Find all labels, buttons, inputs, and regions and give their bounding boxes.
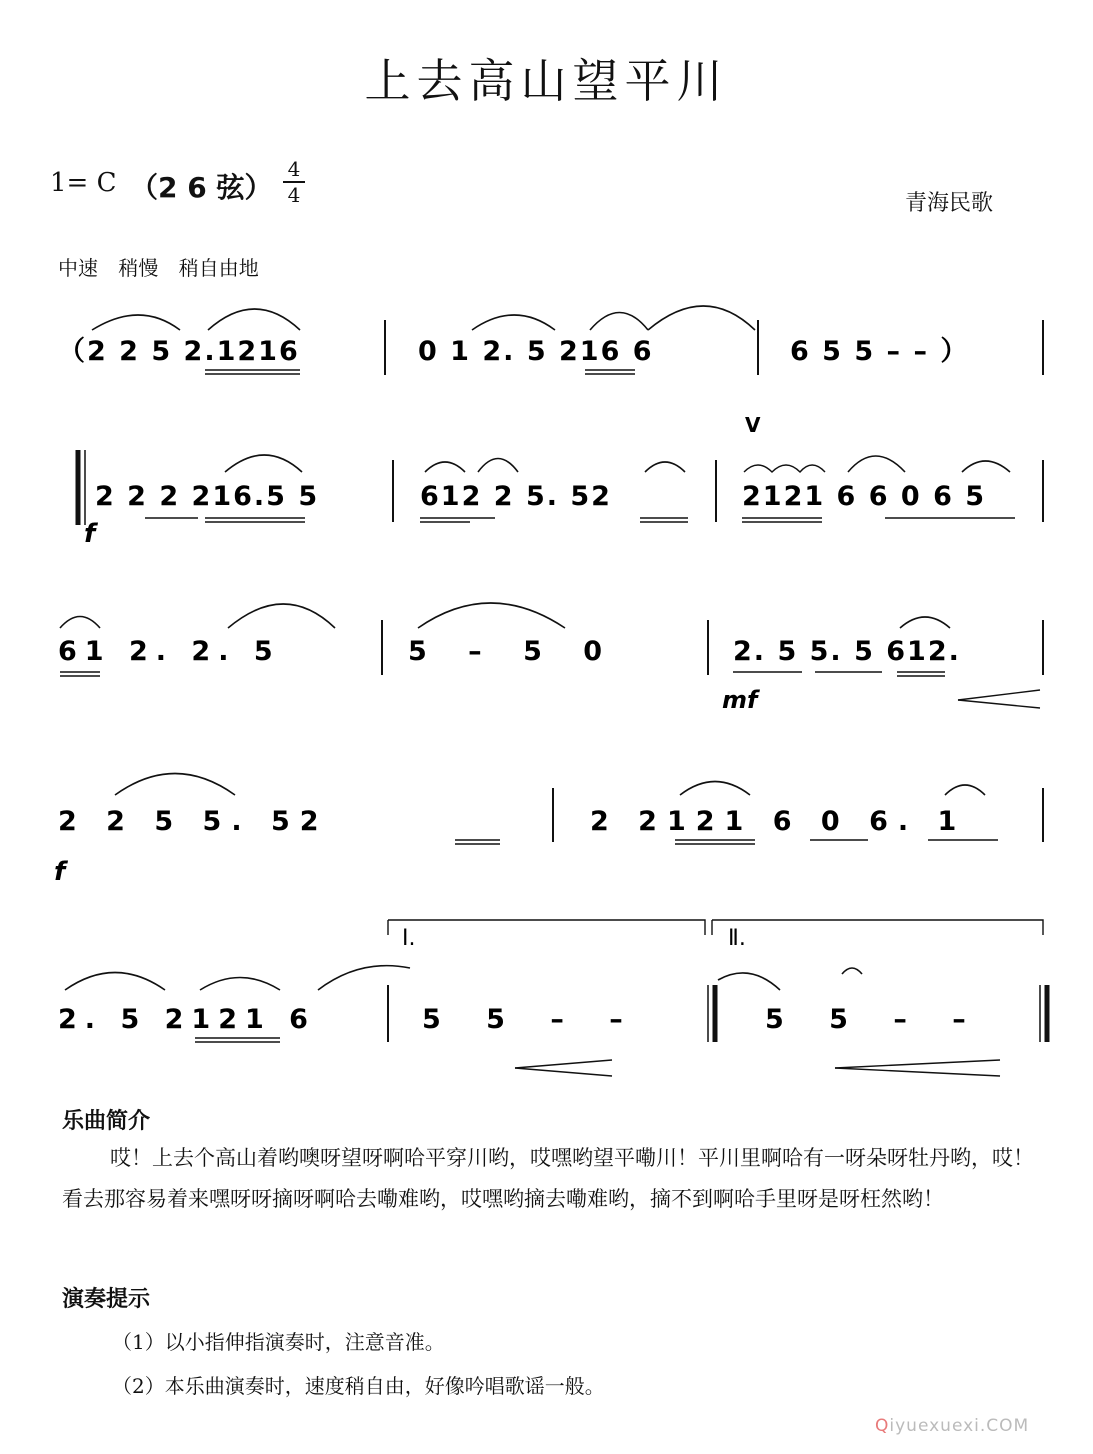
page-title: 上去高山望平川 [364, 54, 729, 108]
measure-1: （2 2 5 2.1216 [58, 336, 300, 367]
bow-up-mark: V [745, 413, 761, 437]
measure-3: 6 5 5 – – ） [790, 336, 970, 367]
measure-12: 2. 5 2121 6 [58, 1004, 316, 1035]
measure-10: 2 2 5 5. 52 [58, 806, 329, 837]
time-signature-bottom: 4 [287, 183, 301, 207]
tip-item-1: （1）以小指伸指演奏时，注意音准。 [112, 1330, 445, 1354]
watermark [875, 1416, 1029, 1436]
measure-7: 61 2. 2. 5 [58, 636, 281, 667]
dynamic-mf: mf [722, 686, 758, 714]
measure-8: 5 – 5 0 [408, 636, 619, 667]
intro-heading: 乐曲简介 [62, 1109, 151, 1134]
string-tuning: （2 6 弦） [130, 171, 273, 204]
volta-1: Ⅰ. [402, 926, 416, 951]
measure-9: 2. 5 5. 5 612. [733, 636, 961, 667]
tempo-marking: 中速 稍慢 稍自由地 [58, 256, 259, 280]
intro-text: 哎！上去个高山着哟噢呀望呀啊哈平穿川哟，哎嘿哟望平嘞川！平川里啊哈有一呀朵呀牡丹哟，哎！看去那容易着来嘿呀呀摘呀啊哈去嘞难哟，哎嘿哟摘去嘞难哟，摘不到啊哈手里呀是呀枉然哟！ [62, 1146, 1034, 1211]
time-signature [283, 158, 305, 206]
measure-6: 2121 6 6 0 6 5 [742, 481, 987, 512]
measure-11: 2 2121 6 0 6. 1 [590, 806, 967, 837]
watermark-rest: iyuexuexi.COM [889, 1416, 1030, 1436]
time-signature-top: 4 [287, 157, 301, 181]
dynamic-f-2: f [54, 857, 66, 887]
score-staff [0, 290, 1093, 1080]
tips-heading: 演奏提示 [62, 1287, 151, 1312]
measure-2: 0 1 2. 5 216 6 [418, 336, 654, 367]
measure-14: 5 5 – – [765, 1004, 984, 1035]
system-4 [54, 774, 1043, 888]
measure-13: 5 5 – – [422, 1004, 641, 1035]
volta-2: Ⅱ. [728, 926, 746, 951]
measure-4: 2 2 2 216.5 5 [95, 481, 320, 512]
tip-item-2: （2）本乐曲演奏时，速度稍自由，好像吟唱歌谣一般。 [112, 1374, 605, 1398]
system-3 [58, 603, 1043, 714]
watermark-q: Q [875, 1416, 890, 1436]
dynamic-f-1: f [84, 519, 96, 549]
system-2 [78, 413, 1043, 549]
measure-5: 612 2 5. 52 [420, 481, 612, 512]
system-1 [58, 306, 1043, 375]
key-signature: 1= C [50, 168, 117, 198]
system-5 [58, 920, 1047, 1076]
song-origin: 青海民歌 [905, 191, 994, 216]
